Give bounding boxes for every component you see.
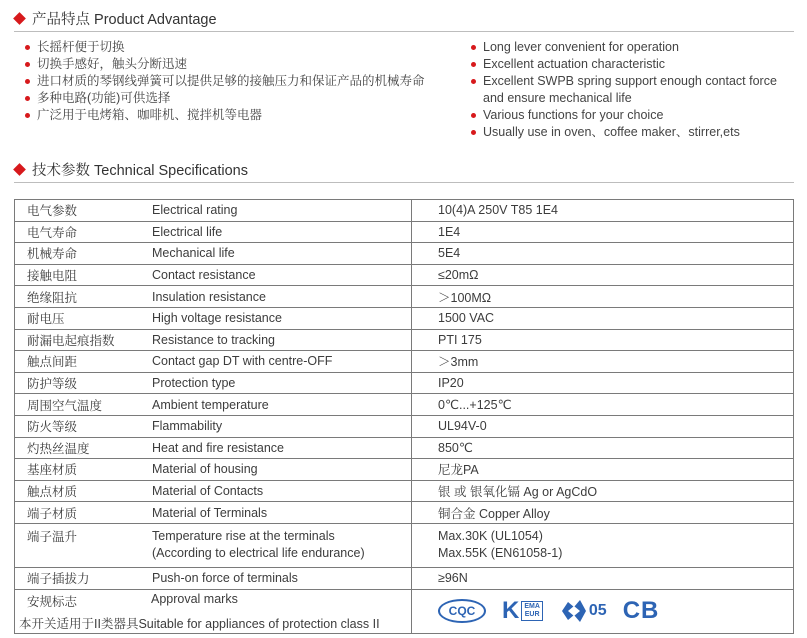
param-value: ≥96N	[412, 567, 794, 589]
enec-logo-icon: 05	[559, 598, 607, 624]
protection-class-note: 本开关适用于II类器具Suitable for appliances of protection class II	[19, 616, 380, 631]
bullet-icon	[471, 45, 476, 50]
list-item: 切换手感好，触头分断迅速	[25, 56, 455, 73]
bullet-icon	[471, 62, 476, 67]
param-value: 尼龙PA	[412, 459, 794, 481]
table-row	[15, 589, 794, 633]
bullet-icon	[25, 45, 30, 50]
param-value: 1E4	[412, 221, 794, 243]
param-cn: 绝缘阻抗	[15, 286, 148, 308]
param-en: Flammability	[147, 415, 412, 437]
table-row	[15, 523, 794, 567]
param-cn: 耐漏电起痕指数	[15, 329, 148, 351]
param-value: 0℃...+125℃	[412, 394, 794, 416]
param-value: UL94V-0	[412, 415, 794, 437]
table-row	[15, 567, 794, 589]
param-value: ＞100MΩ	[412, 286, 794, 308]
table-row	[15, 243, 794, 265]
table-row	[15, 200, 794, 222]
bullet-icon	[25, 96, 30, 101]
list-item: Excellent SWPB spring support enough contact force and ensure mechanical life	[471, 73, 801, 107]
table-row	[15, 351, 794, 373]
list-item: Usually use in oven、coffee maker、stirrer,ets	[471, 124, 801, 141]
advantage-cn-list	[25, 39, 455, 124]
param-en: Mechanical life	[147, 243, 412, 265]
list-item: 广泛用于电烤箱、咖啡机、搅拌机等电器	[25, 107, 455, 124]
table-row	[15, 307, 794, 329]
param-cn: 安规标志	[27, 594, 78, 609]
param-cn: 触点材质	[15, 480, 148, 502]
cb-logo-icon: CB	[622, 597, 660, 624]
table-row	[15, 264, 794, 286]
param-en: Contact resistance	[147, 264, 412, 286]
table-row	[15, 459, 794, 481]
param-cn: 端子插拔力	[15, 567, 148, 589]
table-row	[15, 372, 794, 394]
param-cn: 电气参数	[15, 200, 148, 222]
table-row	[15, 394, 794, 416]
param-cn: 触点间距	[15, 351, 148, 373]
bullet-icon	[471, 113, 476, 118]
specs-heading	[15, 159, 248, 180]
param-value: 5E4	[412, 243, 794, 265]
param-cn: 基座材质	[15, 459, 148, 481]
param-cn: 电气寿命	[15, 221, 148, 243]
list-item: Various functions for your choice	[471, 107, 801, 124]
table-row	[15, 221, 794, 243]
list-item: 进口材质的琴钢线弹簧可以提供足够的接触压力和保证产品的机械寿命	[25, 73, 455, 90]
advantage-heading	[15, 8, 217, 29]
table-row	[15, 502, 794, 524]
param-cn: 端子材质	[15, 502, 148, 524]
param-value: PTI 175	[412, 329, 794, 351]
bullet-icon	[25, 79, 30, 84]
list-item: 多种电路(功能)可供选择	[25, 90, 455, 107]
param-en: Electrical rating	[147, 200, 412, 222]
param-value: 铜合金 Copper Alloy	[412, 502, 794, 524]
approval-logos	[438, 592, 785, 630]
advantage-en-list	[471, 39, 801, 141]
param-en: Approval marks	[151, 591, 238, 606]
param-cn: 接触电阻	[15, 264, 148, 286]
param-en: Heat and fire resistance	[147, 437, 412, 459]
kema-logo-icon: K EMA EUR	[502, 599, 543, 623]
specs-table	[14, 199, 794, 634]
table-row	[15, 480, 794, 502]
param-cn: 周围空气温度	[15, 394, 148, 416]
bullet-icon	[25, 113, 30, 118]
param-en: Material of Terminals	[147, 502, 412, 524]
specs-title: 技术参数 Technical Specifications	[32, 163, 248, 179]
specs-divider	[14, 182, 794, 183]
approval-cell	[15, 589, 412, 633]
table-row	[15, 437, 794, 459]
bullet-icon	[25, 62, 30, 67]
param-value: 1500 VAC	[412, 307, 794, 329]
cqc-logo-icon: CQC	[438, 599, 486, 623]
param-en: Protection type	[147, 372, 412, 394]
param-en: Resistance to tracking	[147, 329, 412, 351]
param-cn: 灼热丝温度	[15, 437, 148, 459]
param-value: Max.30K (UL1054) Max.55K (EN61058-1)	[412, 523, 794, 567]
param-value: ≤20mΩ	[412, 264, 794, 286]
param-cn: 防护等级	[15, 372, 148, 394]
param-cn: 机械寿命	[15, 243, 148, 265]
param-cn: 耐电压	[15, 307, 148, 329]
param-value: 10(4)A 250V T85 1E4	[412, 200, 794, 222]
param-cn: 端子温升	[15, 523, 148, 567]
param-value: IP20	[412, 372, 794, 394]
param-en: Material of Contacts	[147, 480, 412, 502]
diamond-bullet-icon	[13, 12, 26, 25]
bullet-icon	[471, 130, 476, 135]
table-row	[15, 415, 794, 437]
table-row	[15, 329, 794, 351]
table-row	[15, 286, 794, 308]
list-item: Long lever convenient for operation	[471, 39, 801, 56]
param-en: Material of housing	[147, 459, 412, 481]
param-en: Contact gap DT with centre-OFF	[147, 351, 412, 373]
param-value: 850℃	[412, 437, 794, 459]
param-value: ＞3mm	[412, 351, 794, 373]
param-en: High voltage resistance	[147, 307, 412, 329]
param-cn: 防火等级	[15, 415, 148, 437]
advantage-title: 产品特点 Product Advantage	[32, 12, 217, 28]
advantage-divider	[14, 31, 794, 32]
param-value	[412, 589, 794, 633]
list-item: 长摇杆便于切换	[25, 39, 455, 56]
param-en: Push-on force of terminals	[147, 567, 412, 589]
param-en: Insulation resistance	[147, 286, 412, 308]
list-item: Excellent actuation characteristic	[471, 56, 801, 73]
param-value: 银 或 银氧化镉 Ag or AgCdO	[412, 480, 794, 502]
param-en: Temperature rise at the terminals (According to electrical life endurance)	[147, 523, 412, 567]
bullet-icon	[471, 79, 476, 84]
diamond-bullet-icon	[13, 163, 26, 176]
param-en: Electrical life	[147, 221, 412, 243]
param-en: Ambient temperature	[147, 394, 412, 416]
